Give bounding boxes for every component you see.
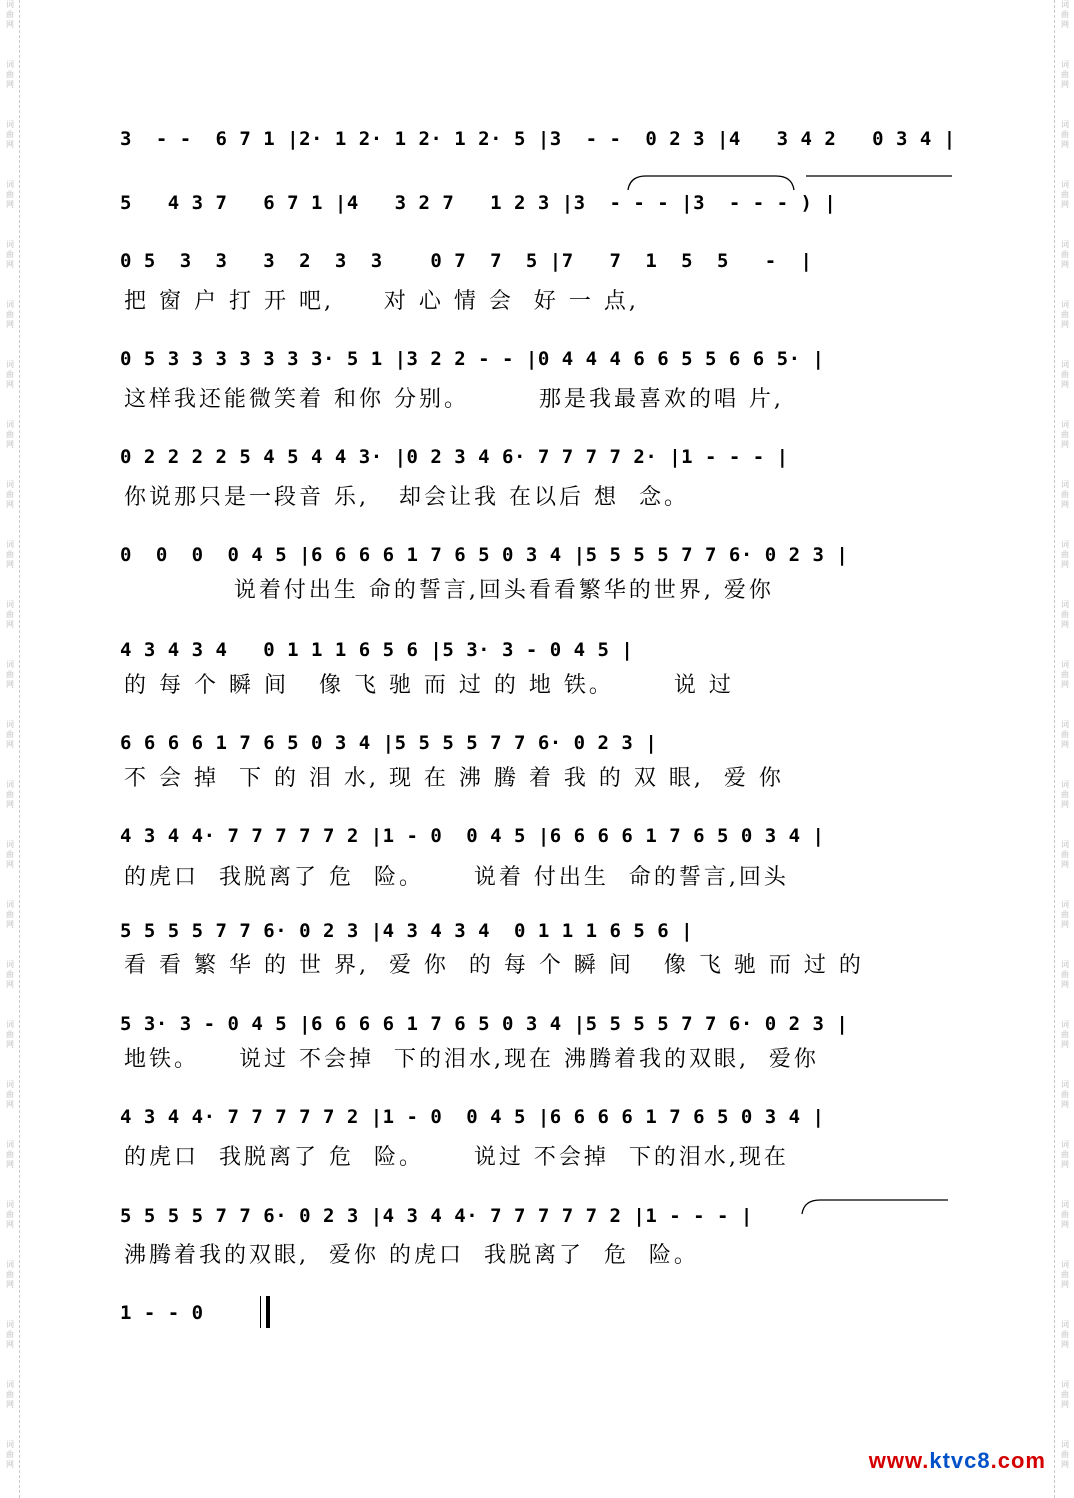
site-prefix: www. xyxy=(868,1448,930,1473)
lyric-line-13: 沸腾着我的双眼, 爱你 的虎口 我脱离了 危 险。 xyxy=(124,1243,699,1268)
slur-mark xyxy=(626,172,956,192)
watermark-text: 词 曲 网 xyxy=(1061,840,1069,869)
watermark-text: 词 曲 网 xyxy=(6,1200,14,1229)
score-line-13: 5 5 5 5 7 7 6· 0 2 3 |4 3 4 4· 7 7 7 7 7 2 |1 - - - | xyxy=(120,1205,753,1227)
lyric-line-3: 把 窗 户 打 开 吧, 对 心 情 会 好 一 点, xyxy=(124,289,639,314)
score-line-8: 6 6 6 6 1 7 6 5 0 3 4 |5 5 5 5 7 7 6· 0 2 3 | xyxy=(120,732,658,754)
site-watermark xyxy=(869,1448,1046,1474)
slur-mark xyxy=(800,1196,950,1216)
watermark-text: 词 曲 网 xyxy=(1061,240,1069,269)
watermark-text: 词 曲 网 xyxy=(6,1020,14,1049)
watermark-text: 词 曲 网 xyxy=(6,780,14,809)
watermark-text: 词 曲 网 xyxy=(1061,780,1069,809)
watermark-text: 词 曲 网 xyxy=(1061,60,1069,89)
score-line-12: 4 3 4 4· 7 7 7 7 7 2 |1 - 0 0 4 5 |6 6 6 6 1 7 6 5 0 3 4 | xyxy=(120,1106,825,1128)
watermark-text: 词 曲 网 xyxy=(1061,1260,1069,1289)
score-line-2: 5 4 3 7 6 7 1 |4 3 2 7 1 2 3 |3 - - - |3 - - - ) | xyxy=(120,192,837,214)
watermark-text: 词 曲 网 xyxy=(1061,1320,1069,1349)
watermark-text: 词 曲 网 xyxy=(1061,1020,1069,1049)
lyric-line-12: 的虎口 我脱离了 危 险。 说过 不会掉 下的泪水,现在 xyxy=(124,1145,789,1170)
watermark-text: 词 曲 网 xyxy=(1061,900,1069,929)
site-brand: ktvc8 xyxy=(929,1448,991,1473)
score-line-14: 1 - - 0 xyxy=(120,1302,204,1324)
watermark-text: 词 曲 网 xyxy=(1061,1380,1069,1409)
score-line-3: 0 5 3 3 3 2 3 3 0 7 7 5 |7 7 1 5 5 - | xyxy=(120,250,813,272)
watermark-text: 词 曲 网 xyxy=(6,900,14,929)
score-line-10: 5 5 5 5 7 7 6· 0 2 3 |4 3 4 3 4 0 1 1 1 6 5 6 | xyxy=(120,920,694,942)
watermark-text: 词 曲 网 xyxy=(6,180,14,209)
watermark-text: 词 曲 网 xyxy=(1061,1200,1069,1229)
watermark-text: 词 曲 网 xyxy=(6,1080,14,1109)
watermark-text: 词 曲 网 xyxy=(1061,420,1069,449)
score-line-11: 5 3· 3 - 0 4 5 |6 6 6 6 1 7 6 5 0 3 4 |5 5 5 5 7 7 6· 0 2 3 | xyxy=(120,1013,849,1035)
watermark-text: 词 曲 网 xyxy=(1061,720,1069,749)
score-line-9: 4 3 4 4· 7 7 7 7 7 2 |1 - 0 0 4 5 |6 6 6 6 1 7 6 5 0 3 4 | xyxy=(120,825,825,847)
watermark-text: 词 曲 网 xyxy=(6,540,14,569)
lyric-line-7: 的 每 个 瞬 间 像 飞 驰 而 过 的 地 铁。 说 过 xyxy=(124,673,734,698)
watermark-text: 词 曲 网 xyxy=(1061,1080,1069,1109)
watermark-text: 词 曲 网 xyxy=(1061,1140,1069,1169)
watermark-text: 词 曲 网 xyxy=(1061,540,1069,569)
final-barline xyxy=(260,1296,270,1328)
right-watermark-strip xyxy=(1054,0,1074,1498)
watermark-text: 词 曲 网 xyxy=(6,0,14,29)
left-watermark-strip xyxy=(0,0,20,1498)
watermark-text: 词 曲 网 xyxy=(6,840,14,869)
lyric-line-8: 不 会 掉 下 的 泪 水, 现 在 沸 腾 着 我 的 双 眼, 爱 你 xyxy=(124,766,784,791)
watermark-text: 词 曲 网 xyxy=(6,720,14,749)
watermark-text: 词 曲 网 xyxy=(1061,300,1069,329)
watermark-text: 词 曲 网 xyxy=(6,480,14,509)
watermark-text: 词 曲 网 xyxy=(1061,120,1069,149)
watermark-text: 词 曲 网 xyxy=(1061,180,1069,209)
watermark-text: 词 曲 网 xyxy=(6,60,14,89)
watermark-text: 词 曲 网 xyxy=(6,420,14,449)
watermark-text: 词 曲 网 xyxy=(6,1440,14,1469)
watermark-text: 词 曲 网 xyxy=(6,120,14,149)
watermark-text: 词 曲 网 xyxy=(6,240,14,269)
watermark-text: 词 曲 网 xyxy=(6,1140,14,1169)
watermark-text: 词 曲 网 xyxy=(1061,360,1069,389)
watermark-text: 词 曲 网 xyxy=(6,1260,14,1289)
score-line-4: 0 5 3 3 3 3 3 3 3· 5 1 |3 2 2 - - |0 4 4 4 6 6 5 5 6 6 5· | xyxy=(120,348,825,370)
watermark-text: 词 曲 网 xyxy=(6,960,14,989)
lyric-line-5: 你说那只是一段音 乐, 却会让我 在以后 想 念。 xyxy=(124,485,689,510)
watermark-text: 词 曲 网 xyxy=(1061,1440,1069,1469)
watermark-text: 词 曲 网 xyxy=(6,1320,14,1349)
site-suffix: .com xyxy=(990,1448,1046,1473)
score-line-5: 0 2 2 2 2 5 4 5 4 4 3· |0 2 3 4 6· 7 7 7 7 2· |1 - - - | xyxy=(120,446,789,468)
watermark-text: 词 曲 网 xyxy=(1061,960,1069,989)
lyric-line-10: 看 看 繁 华 的 世 界, 爱 你 的 每 个 瞬 间 像 飞 驰 而 过 的 xyxy=(124,953,864,978)
score-line-1: 3 - - 6 7 1 |2· 1 2· 1 2· 1 2· 5 |3 - - 0 2 3 |4 3 4 2 0 3 4 | xyxy=(120,128,956,150)
lyric-line-6: 说着付出生 命的誓言,回头看看繁华的世界, 爱你 xyxy=(124,578,774,603)
watermark-text: 词 曲 网 xyxy=(6,600,14,629)
score-line-7: 4 3 4 3 4 0 1 1 1 6 5 6 |5 3· 3 - 0 4 5 | xyxy=(120,639,634,661)
lyric-line-11: 地铁。 说过 不会掉 下的泪水,现在 沸腾着我的双眼, 爱你 xyxy=(124,1047,819,1072)
watermark-text: 词 曲 网 xyxy=(1061,660,1069,689)
lyric-line-9: 的虎口 我脱离了 危 险。 说着 付出生 命的誓言,回头 xyxy=(124,865,789,890)
watermark-text: 词 曲 网 xyxy=(1061,600,1069,629)
watermark-text: 词 曲 网 xyxy=(6,360,14,389)
watermark-text: 词 曲 网 xyxy=(6,300,14,329)
score-line-6: 0 0 0 0 4 5 |6 6 6 6 1 7 6 5 0 3 4 |5 5 5 5 7 7 6· 0 2 3 | xyxy=(120,544,849,566)
watermark-text: 词 曲 网 xyxy=(6,660,14,689)
watermark-text: 词 曲 网 xyxy=(6,1380,14,1409)
watermark-text: 词 曲 网 xyxy=(1061,480,1069,509)
lyric-line-4: 这样我还能微笑着 和你 分别。 那是我最喜欢的唱 片, xyxy=(124,387,784,412)
watermark-text: 词 曲 网 xyxy=(1061,0,1069,29)
